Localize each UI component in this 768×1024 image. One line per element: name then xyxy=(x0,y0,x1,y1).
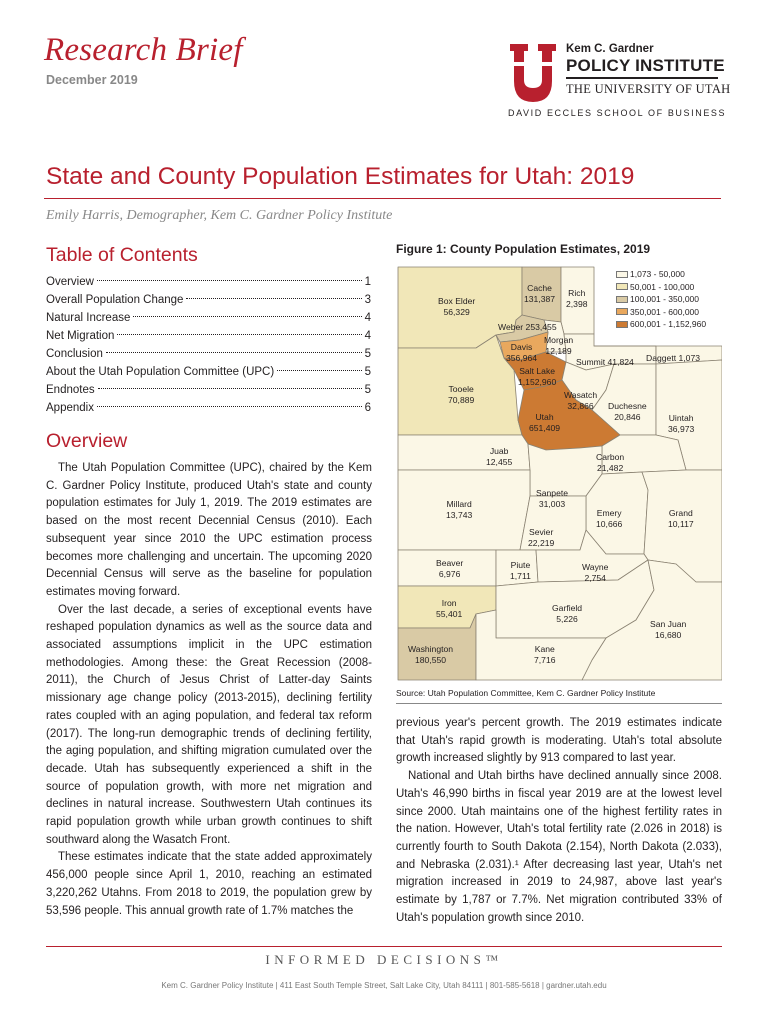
toc-item[interactable] xyxy=(46,291,371,309)
author-line: Emily Harris, Demographer, Kem C. Gardner Policy Institute xyxy=(46,208,393,223)
county-label-daggett: Daggett 1,073 xyxy=(646,353,701,363)
legend-label: 600,001 - 1,152,960 xyxy=(630,319,707,330)
county-label-sevier: Sevier 22,219 xyxy=(528,527,555,548)
county-label-washington: Washington 180,550 xyxy=(408,644,454,665)
legend-swatch xyxy=(616,283,628,290)
legend-item xyxy=(616,281,706,294)
legend-item xyxy=(616,306,706,319)
toc-item-page: 5 xyxy=(364,348,371,360)
toc-item[interactable] xyxy=(46,363,371,381)
brief-date: December 2019 xyxy=(46,73,138,87)
body-paragraph: previous year's percent growth. The 2019 estimates indicate that Utah's rapid growth is moderating. Utah's total absolute growth increased slightly by 913 compared to last year. xyxy=(396,717,722,765)
footer-divider xyxy=(46,946,722,947)
county-label-beaver: Beaver 6,976 xyxy=(436,558,464,579)
logo-line2: POLICY INSTITUTE xyxy=(566,56,725,75)
body-paragraph: These estimates indicate that the state added approximately 456,000 people since April 1, 2010, reaching an estimated 3,220,262 Utahns. From 2018 to 2019, the population grew by 53,596 people. This annual growth rate of 1.7% matches the xyxy=(46,851,372,917)
figure-title: Figure 1: County Population Estimates, 2019 xyxy=(396,242,651,256)
overview-right-column xyxy=(396,715,722,927)
toc-item-page: 4 xyxy=(364,312,371,324)
toc-heading: Table of Contents xyxy=(46,244,198,266)
toc-item[interactable] xyxy=(46,273,371,291)
county-label-san-juan: San Juan 16,680 xyxy=(650,619,687,640)
county-label-millard: Millard 13,743 xyxy=(446,499,473,520)
county-label-davis: Davis 356,964 xyxy=(506,342,538,363)
county-label-kane: Kane 7,716 xyxy=(534,644,556,665)
toc-leader-dots xyxy=(133,316,361,317)
legend-swatch xyxy=(616,321,628,328)
logo-divider xyxy=(566,77,718,79)
county-label-salt-lake: Salt Lake 1,152,960 xyxy=(518,366,557,387)
county-label-carbon: Carbon 21,482 xyxy=(596,452,625,473)
footer-address: Kem C. Gardner Policy Institute | 411 East South Temple Street, Salt Lake City, Utah 84111 | 801-585-5618 | gardner.utah.edu xyxy=(161,981,607,990)
county-label-weber: Weber 253,455 xyxy=(498,322,557,332)
toc-item-label: Overview xyxy=(46,276,94,288)
toc-item-label: About the Utah Population Committee (UPC) xyxy=(46,366,275,378)
toc-item[interactable] xyxy=(46,399,371,417)
footer-tagline: INFORMED DECISIONS™ xyxy=(265,952,503,967)
legend-label: 1,073 - 50,000 xyxy=(630,269,685,280)
legend-item xyxy=(616,268,706,281)
toc-item-label: Conclusion xyxy=(46,348,103,360)
county-map xyxy=(396,260,722,683)
toc-item-label: Net Migration xyxy=(46,330,115,342)
map-legend xyxy=(616,268,706,331)
table-of-contents xyxy=(46,273,371,417)
county-label-cache: Cache 131,387 xyxy=(524,283,556,304)
county-label-sanpete: Sanpete 31,003 xyxy=(536,488,569,509)
brief-title: Research Brief xyxy=(44,32,243,68)
toc-leader-dots xyxy=(277,370,361,371)
county-label-garfield: Garfield 5,226 xyxy=(552,603,583,624)
county-label-iron: Iron 55,401 xyxy=(436,598,463,619)
toc-leader-dots xyxy=(97,406,362,407)
page-title: State and County Population Estimates for Utah: 2019 xyxy=(46,163,635,190)
overview-heading: Overview xyxy=(46,430,128,452)
county-label-tooele: Tooele 70,889 xyxy=(448,384,475,405)
toc-item-label: Appendix xyxy=(46,402,94,414)
toc-item-page: 4 xyxy=(364,330,371,342)
county-label-utah: Utah 651,409 xyxy=(529,412,561,433)
county-label-summit: Summit 41,824 xyxy=(576,357,634,367)
toc-leader-dots xyxy=(106,352,362,353)
university-u-logo-icon xyxy=(506,44,560,106)
toc-item[interactable] xyxy=(46,309,371,327)
logo-line1: Kem C. Gardner xyxy=(566,43,654,55)
toc-item-page: 1 xyxy=(364,276,371,288)
county-label-wasatch: Wasatch 32,866 xyxy=(564,390,598,411)
legend-swatch xyxy=(616,296,628,303)
logo-line3: THE UNIVERSITY OF UTAH xyxy=(566,82,731,96)
county-label-morgan: Morgan 12,189 xyxy=(544,335,574,356)
legend-item xyxy=(616,293,706,306)
body-paragraph: National and Utah births have declined annually since 2008. Utah's 46,990 births in fiscal year 2019 are at the lowest level since 2000. Utah maintains one of the highest fertility rates in the nation. However, Utah's total fertility rate (2.026 in 2018) is currently fourth to South Dakota (2.154), North Dakota (2.033), and Nebraska (2.031).¹ After decreasing last year, Utah's net migration increased in 2019 to 24,987, above last year's estimate by 1,787 or 7.7%. Net migration contributed 33% of Utah's population growth since 2010. xyxy=(396,770,722,924)
school-name: DAVID ECCLES SCHOOL OF BUSINESS xyxy=(508,108,727,118)
county-label-piute: Piute 1,711 xyxy=(510,560,531,581)
toc-item-label: Endnotes xyxy=(46,384,95,396)
county-label-wayne: Wayne 2,754 xyxy=(582,562,609,583)
toc-leader-dots xyxy=(97,280,362,281)
figure-source: Source: Utah Population Committee, Kem C. Gardner Policy Institute xyxy=(396,688,656,698)
legend-label: 50,001 - 100,000 xyxy=(630,281,695,292)
toc-item[interactable] xyxy=(46,345,371,363)
county-label-grand: Grand 10,117 xyxy=(668,508,694,529)
toc-leader-dots xyxy=(98,388,362,389)
legend-item xyxy=(616,318,706,331)
body-paragraph: The Utah Population Committee (UPC), chaired by the Kem C. Gardner Policy Institute, produced Utah's state and county population estimates for July 1, 2019. The 2019 estimates are based on the most recent Decennial Census (2010). Each subsequent year since 2010 the UPC estimation process becomes more challenging and uncertain. The upcoming 2020 Decennial Census will serve as the baseline for population estimates moving forward. xyxy=(46,462,372,598)
toc-item[interactable] xyxy=(46,327,371,345)
legend-label: 350,001 - 600,000 xyxy=(630,306,700,317)
title-divider xyxy=(44,198,721,199)
toc-item-label: Overall Population Change xyxy=(46,294,184,306)
legend-swatch xyxy=(616,271,628,278)
figure-divider xyxy=(396,703,722,704)
toc-item-page: 5 xyxy=(364,366,371,378)
county-label-juab: Juab 12,455 xyxy=(486,446,513,467)
toc-item-page: 3 xyxy=(364,294,371,306)
toc-item[interactable] xyxy=(46,381,371,399)
toc-item-page: 5 xyxy=(364,384,371,396)
county-label-rich: Rich 2,398 xyxy=(566,288,588,309)
county-label-box-elder: Box Elder 56,329 xyxy=(438,296,476,317)
county-label-emery: Emery 10,666 xyxy=(596,508,623,529)
toc-leader-dots xyxy=(186,298,361,299)
legend-label: 100,001 - 350,000 xyxy=(630,294,700,305)
county-label-duchesne: Duchesne 20,846 xyxy=(608,401,647,422)
toc-item-label: Natural Increase xyxy=(46,312,131,324)
county-label-uintah: Uintah 36,973 xyxy=(668,413,695,434)
toc-item-page: 6 xyxy=(364,402,371,414)
body-paragraph: Over the last decade, a series of exceptional events have reshaped population dynamics as well as the source data and associated assumptions implicit in the UPC estimation methodologies. Among these: the Great Recession (2008-2011), the Church of Jesus Christ of Latter-day Saints missionary age change policy (2013-2015), declining fertility rates coupled with an aging population, and federal tax reform (2017). The long-run demographic trends of declining fertility, the aging population, and shifting migration cumulated over the decade. Utah has subsequently experienced a shift in the source of population growth, with more net migration and declines in natural increase. Southwestern Utah continues its rapid population growth while urban growth continues to shift southward along the Wasatch Front. xyxy=(46,603,372,846)
overview-left-column xyxy=(46,460,372,920)
toc-leader-dots xyxy=(117,334,361,335)
legend-swatch xyxy=(616,308,628,315)
